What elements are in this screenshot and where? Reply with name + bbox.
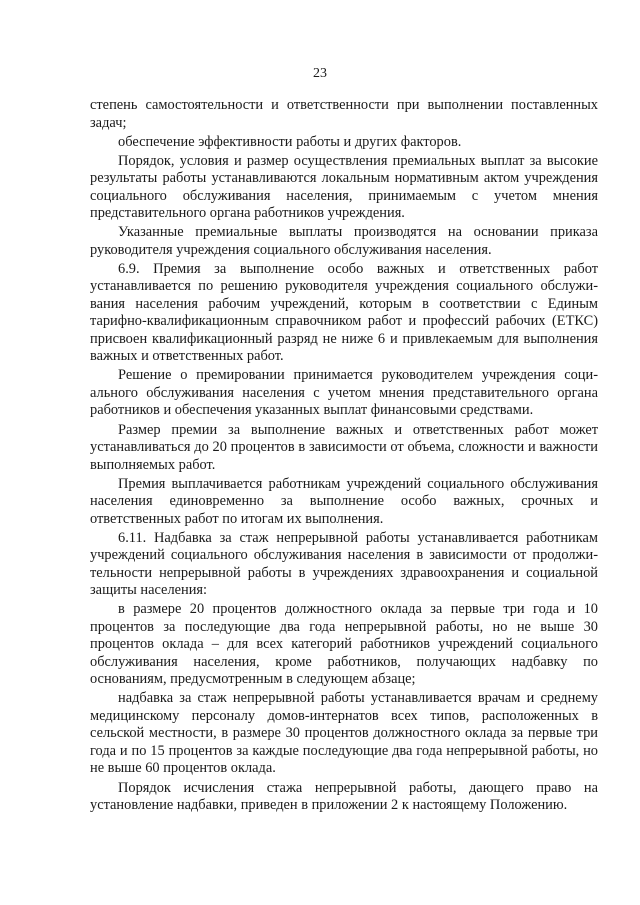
paragraph: 6.9. Премия за выполнение особо важных и ответственных работ устанавливается по решению руководителя учреждения социального обслуживания населения рабочим учреждений, которым в соответствии с Единым тарифно-квалификационным справочником работ и профессий рабочих (ЕТКС) присвоен квалификационный разряд не ниже 6 и привлекаемым для выполнения важных и ответственных работ. [90, 260, 598, 365]
document-body [90, 97, 598, 816]
paragraph: Указанные премиальные выплаты производятся на основании приказа руководителя учреждения социального обслуживания населения. [90, 224, 598, 258]
paragraph: Размер премии за выполнение важных и ответственных работ может устанавливаться до 20 процентов в зависимости от объема, сложности и важности выполняемых работ. [90, 421, 598, 473]
paragraph: Порядок, условия и размер осуществления премиальных выплат за высокие результаты работы устанавливаются локальным нормативным актом учреждения социального обслуживания населения, принимаемым с учетом мнения представительного органа работников учреждения. [90, 152, 598, 222]
paragraph: 6.11. Надбавка за стаж непрерывной работы устанавливается работникам учреждений социального обслуживания населения в зависимости от продолжительности непрерывной работы в учреждениях здравоохранения и социальной защиты населения: [90, 529, 598, 599]
paragraph: степень самостоятельности и ответственности при выполнении поставленных задач; [90, 97, 598, 131]
paragraph: Премия выплачивается работникам учреждений социального обслуживания населения единовременно за выполнение особо важных, срочных и ответственных работ по итогам их выполнения. [90, 475, 598, 527]
paragraph: Порядок исчисления стажа непрерывной работы, дающего право на установление надбавки, приведен в приложении 2 к настоящему Положению. [90, 779, 598, 814]
paragraph: обеспечение эффективности работы и других факторов. [118, 133, 462, 150]
paragraph: в размере 20 процентов должностного оклада за первые три года и 10 процентов за последующие два года непрерывной работы, но не выше 30 процентов оклада – для всех категорий работников учреждений социального обслуживания населения, кроме работников, получающих надбавку по основаниям, предусмотренным в следующем абзаце; [90, 601, 598, 688]
page-number: 23 [313, 66, 327, 81]
paragraph: надбавка за стаж непрерывной работы устанавливается врачам и среднему медицинскому персоналу домов-интернатов всех типов, расположенных в сельской местности, в размере 30 процентов должностного оклада за первые три года и по 15 процентов за каждые последующие два года непрерывной работы, но не выше 60 процентов оклада. [90, 690, 598, 777]
paragraph: Решение о премировании принимается руководителем учреждения социального обслуживания населения с учетом мнения представительного органа работников и обеспечения указанных выплат финансовыми средствами. [90, 367, 598, 419]
